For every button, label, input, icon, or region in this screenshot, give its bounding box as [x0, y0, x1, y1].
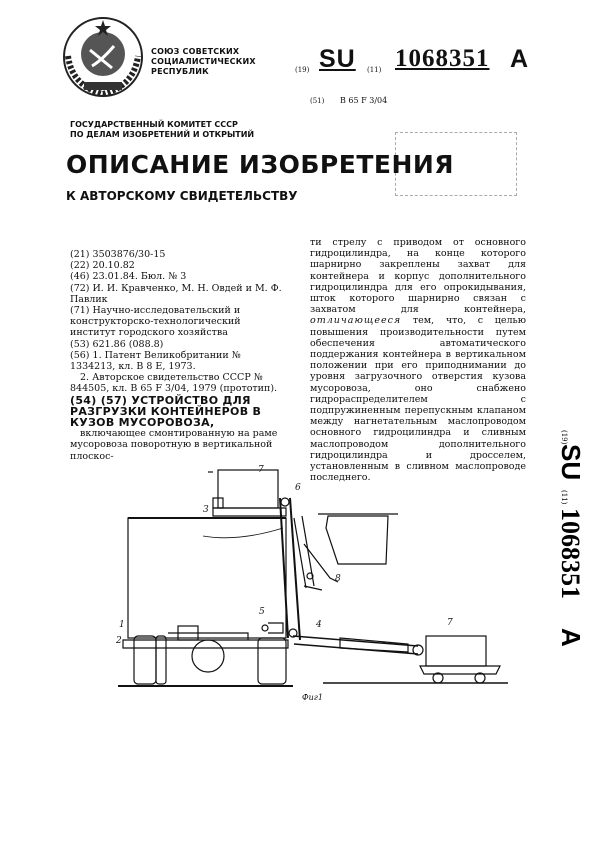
label-8: 8: [335, 574, 341, 584]
truck-body: [128, 518, 286, 638]
patent-kind: A: [510, 45, 529, 73]
front-wheel: [134, 636, 156, 684]
vertical-code-19: (19): [560, 430, 568, 445]
label-5: 5: [259, 607, 265, 617]
field-56b: 2. Авторское свидетельство СССР № 844505, кл. В 65 F 3/04, 1979 (прототип).: [70, 372, 278, 395]
label-4: 4: [316, 620, 322, 630]
label-3: 3: [203, 505, 209, 515]
patent-number: 1068351: [395, 45, 490, 72]
label-7-bottom: 7: [447, 618, 453, 628]
figure-caption: Фиг1: [302, 693, 323, 702]
container-lower: [426, 636, 486, 666]
field-46: (46) 23.01.84. Бюл. № 3: [70, 271, 187, 283]
country-code: SU: [319, 45, 356, 73]
vertical-country: SU: [556, 444, 586, 481]
vertical-kind: A: [556, 628, 586, 647]
state-name: СОЮЗ СОВЕТСКИХ СОЦИАЛИСТИЧЕСКИХ РЕСПУБЛИК: [151, 47, 256, 76]
vertical-patent-number: [538, 430, 598, 670]
label-6: 6: [295, 483, 301, 493]
claim-start: включающее смонтированную на раме мусоровоза поворотную в вертикальной плоскос-: [70, 428, 278, 462]
code-11: (11): [367, 66, 382, 74]
container-top: [218, 470, 278, 508]
vertical-number: 1068351: [556, 508, 585, 599]
claim-text: ти стрелу с приводом от основного гидроцилиндра, на конце которого шарнирно закреплены захват для контейнера и корпус дополнительного гидроцилиндра для его опрокидывания, шток которого шарнирно связан с захватом для контейнера, отличающееся тем, что, с целью повышения производительности путем обеспечения автоматического поддержания контейнера в вертикальном положении при его приподнимании до уровня загрузочного отверстия кузова мусоровоза, оно снабжено гидрораспределителем с подпружиненным перепускным клапаном между нагнетательным маслопроводом основного гидроцилиндра и сливным маслопроводом дополнительного гидроцилиндра и дросселем, установленным в сливном маслопроводе последнего.: [310, 237, 526, 484]
label-1: 1: [119, 620, 125, 630]
field-53: (53) 621.86 (088.8): [70, 338, 164, 350]
committee-name: ГОСУДАРСТВЕННЫЙ КОМИТЕТ СССР ПО ДЕЛАМ ИЗОБРЕТЕНИЙ И ОТКРЫТИЙ: [70, 120, 255, 139]
container-upper: [326, 516, 388, 564]
document-subtitle: К АВТОРСКОМУ СВИДЕТЕЛЬСТВУ: [66, 189, 298, 203]
bibliographic-data: [70, 249, 285, 462]
field-71: (71) Научно-исследовательский и конструкторско-технологический институт городского хозяйства: [70, 305, 241, 339]
label-2: 2: [116, 636, 122, 646]
claim-emphasis: отличающееся: [310, 315, 402, 327]
figure-1-drawing: [108, 458, 518, 708]
field-22: (22) 20.10.82: [70, 260, 135, 272]
document-title: ОПИСАНИЕ ИЗОБРЕТЕНИЯ: [66, 150, 455, 179]
ipc-class: В 65 F 3/04: [340, 96, 388, 105]
field-21: (21) 3503876/30-15: [70, 249, 166, 260]
field-54: (54) (57) УСТРОЙСТВО ДЛЯ РАЗГРУЗКИ КОНТЕЙНЕРОВ В КУЗОВ МУСОРОВОЗА,: [70, 393, 262, 430]
vertical-code-11: (11): [560, 490, 568, 505]
field-72: (72) И. И. Кравченко, М. Н. Овдей и М. Ф. Павлик: [70, 282, 282, 305]
code-19: (19): [295, 66, 310, 74]
ussr-emblem-icon: [62, 16, 144, 98]
field-56: (56) 1. Патент Великобритании № 1334213, кл. В 8 Е, 1973.: [70, 349, 241, 373]
rear-wheel: [258, 638, 286, 684]
label-7-top: 7: [258, 465, 264, 475]
code-51: (51): [310, 97, 325, 105]
